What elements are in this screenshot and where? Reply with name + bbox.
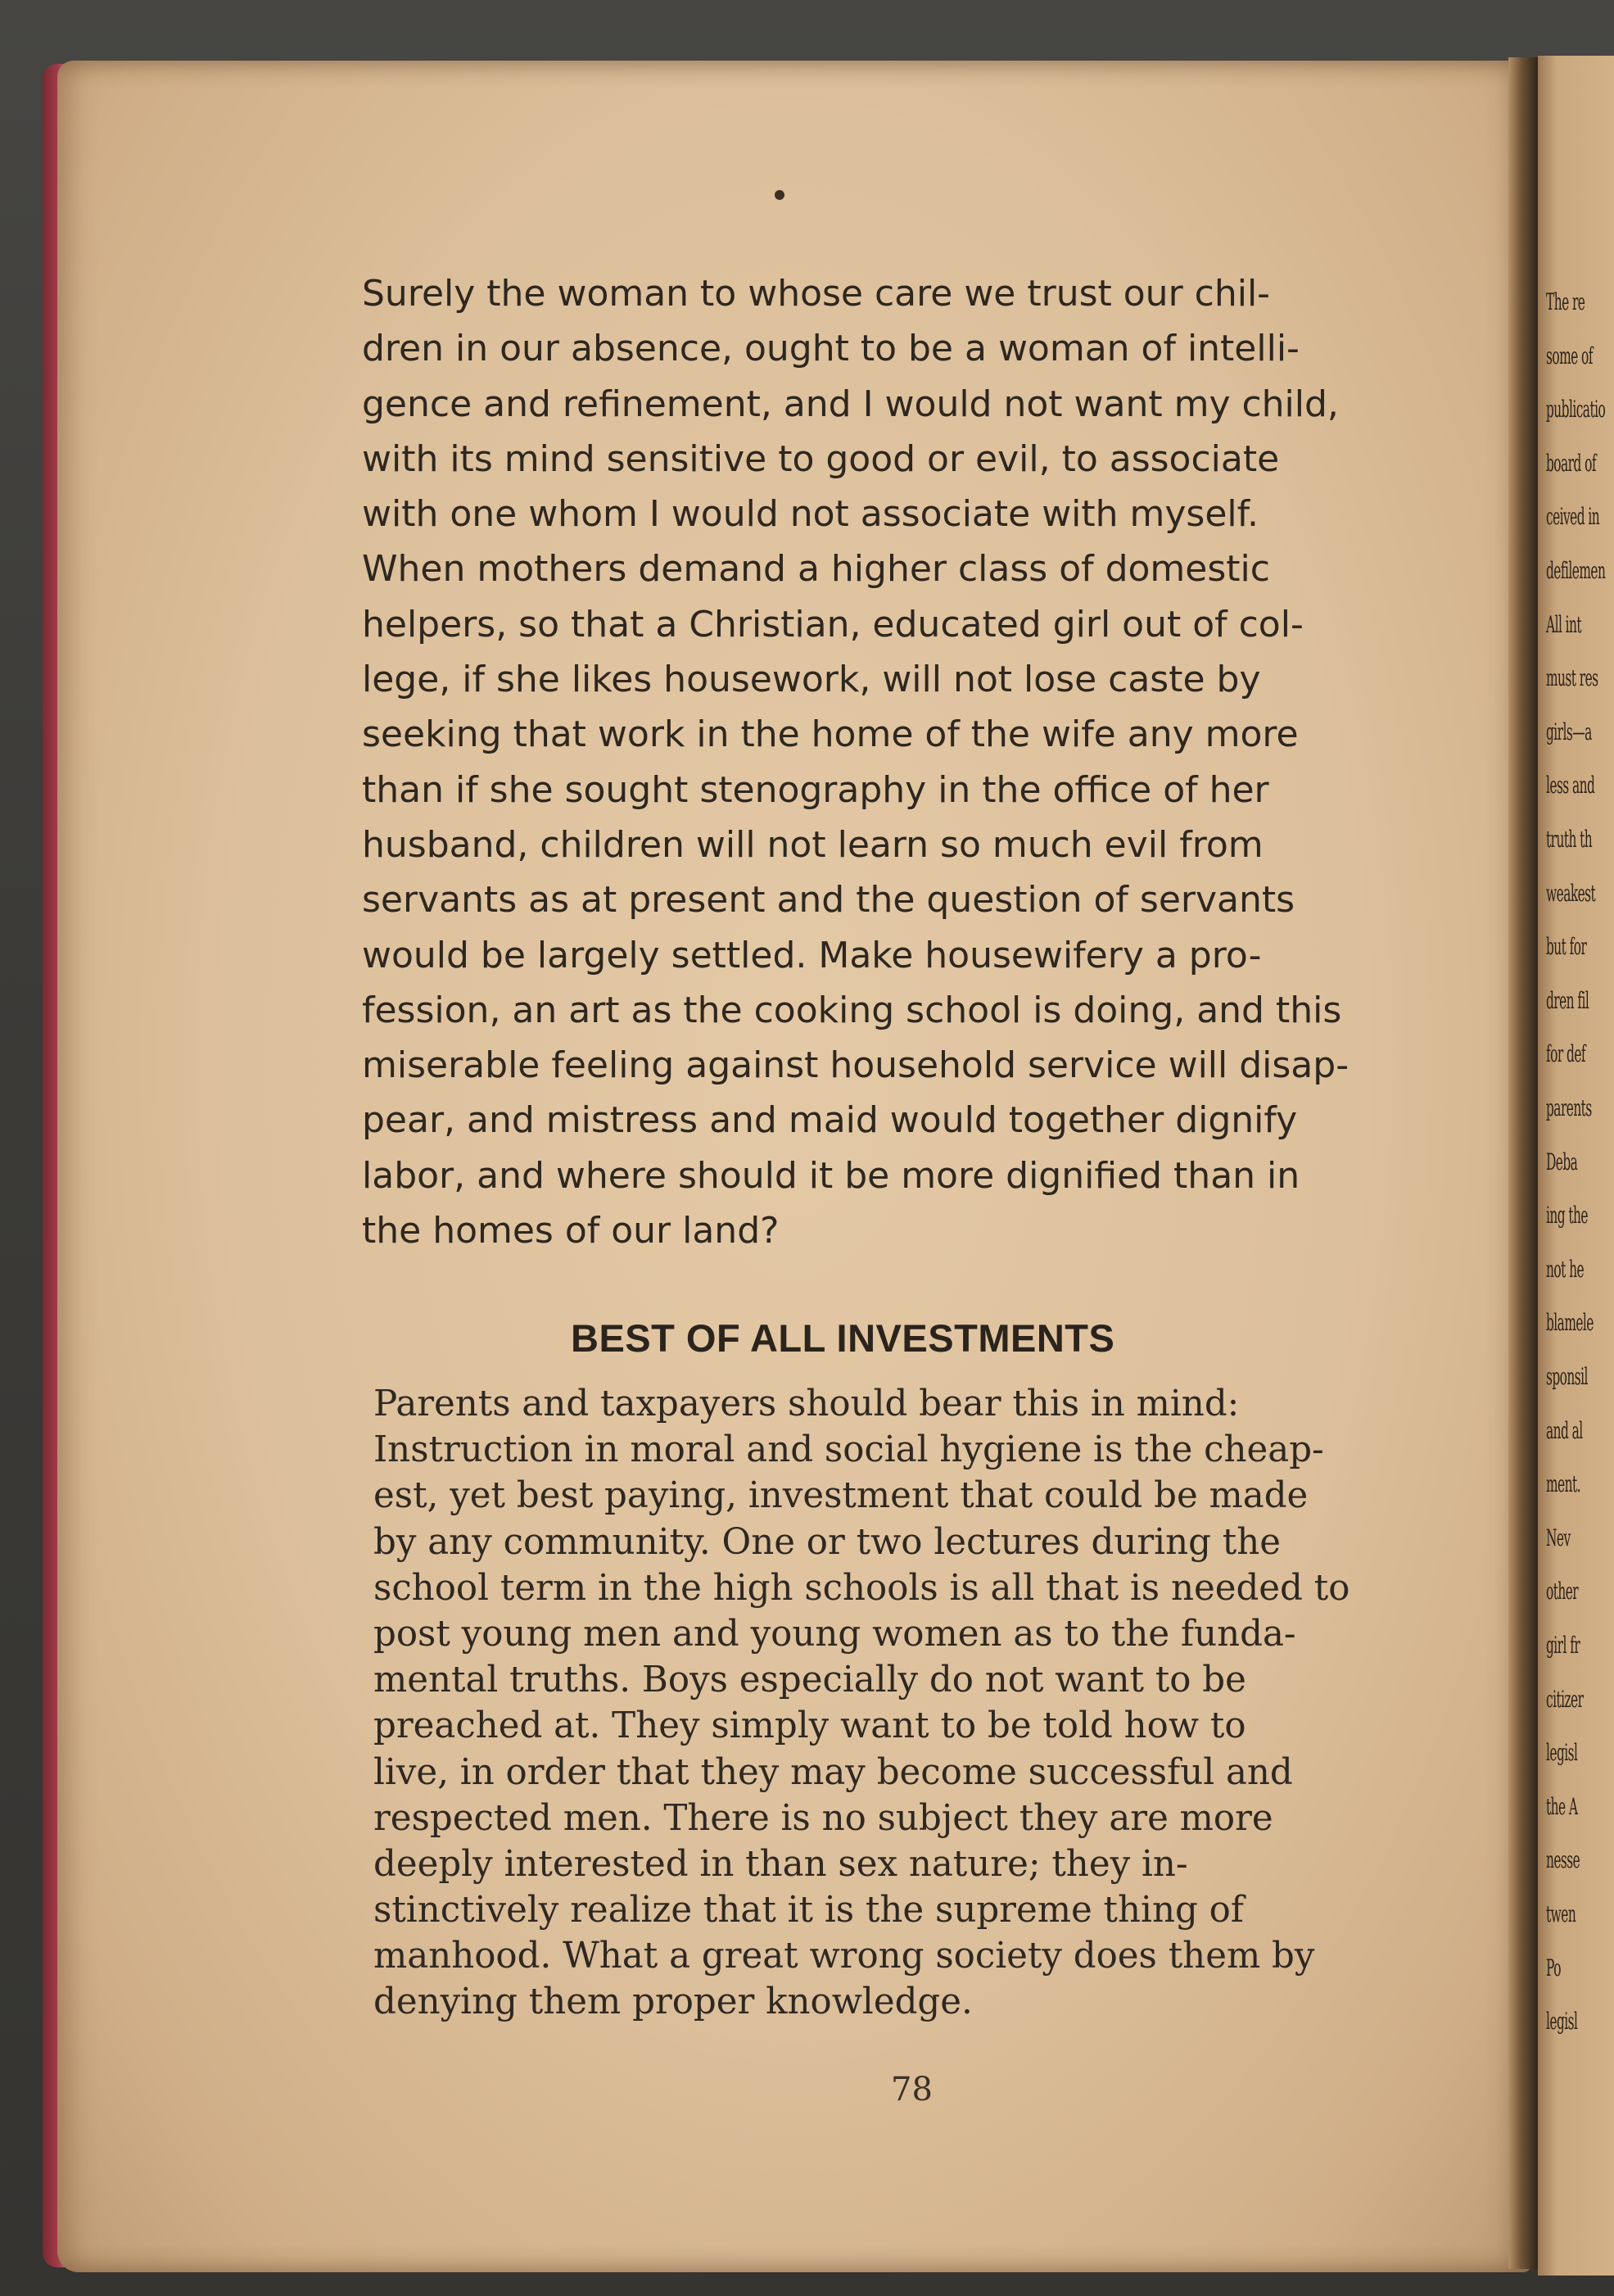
text-line: deeply interested in than sex nature; they in- xyxy=(373,1843,1188,1885)
facing-page-line: ing the xyxy=(1546,1202,1588,1230)
facing-page-line: citizer xyxy=(1546,1685,1584,1713)
facing-page-line: less and xyxy=(1546,772,1595,799)
text-line: fession, an art as the cooking school is doing, and this xyxy=(362,989,1342,1031)
facing-page-line: nesse xyxy=(1546,1846,1580,1874)
facing-page-line: Nev xyxy=(1546,1524,1571,1551)
text-line: post young men and young women as to the funda- xyxy=(373,1613,1296,1655)
facing-page-line: legisl xyxy=(1546,2008,1578,2036)
text-line: the homes of our land? xyxy=(362,1210,780,1252)
facing-page-line: blamele xyxy=(1546,1309,1594,1337)
facing-page-line: dren fil xyxy=(1546,986,1589,1014)
facing-page-line: defilemen xyxy=(1546,557,1606,584)
facing-page-line: The re xyxy=(1546,288,1585,315)
facing-page-line: other xyxy=(1546,1578,1579,1605)
page-number: 78 xyxy=(891,2071,933,2108)
facing-page-line: but for xyxy=(1546,933,1587,961)
text-line: husband, children will not learn so much evil from xyxy=(362,823,1264,866)
section-heading: BEST OF ALL INVESTMENTS xyxy=(571,1316,1115,1360)
facing-page-line: sponsil xyxy=(1546,1363,1588,1390)
paragraph-1 xyxy=(362,266,1349,1258)
text-line: When mothers demand a higher class of domestic xyxy=(362,548,1270,591)
facing-page-line: girls—a xyxy=(1546,718,1592,745)
ornament-dot xyxy=(775,190,784,200)
text-line: mental truths. Boys especially do not want to be xyxy=(373,1660,1246,1701)
text-line: seeking that work in the home of the wife any more xyxy=(362,713,1299,756)
facing-page-line: publicatio xyxy=(1546,396,1606,423)
facing-page-line: board of xyxy=(1546,449,1596,477)
facing-page-line: All int xyxy=(1546,610,1582,638)
book-gutter xyxy=(1508,57,1538,2269)
facing-page-line: must res xyxy=(1546,664,1598,692)
text-line: Instruction in moral and social hygiene is the cheap- xyxy=(373,1429,1324,1471)
text-line: manhood. What a great wrong society does them by xyxy=(373,1936,1315,1977)
text-line: Surely the woman to whose care we trust our chil- xyxy=(362,273,1271,315)
facing-page-line: and al xyxy=(1546,1416,1583,1444)
facing-page-line: some of xyxy=(1546,342,1593,369)
text-line: est, yet best paying, investment that could be made xyxy=(373,1475,1309,1517)
facing-page-line: weakest xyxy=(1546,879,1596,907)
facing-page-line: ment. xyxy=(1546,1470,1580,1498)
facing-page-line: twen xyxy=(1546,1900,1576,1927)
text-line: lege, if she likes housework, will not lose caste by xyxy=(362,659,1261,701)
text-line: denying them proper knowledge. xyxy=(373,1981,973,2023)
facing-page-line: girl fr xyxy=(1546,1632,1580,1659)
facing-page-line: the A xyxy=(1546,1792,1578,1820)
text-line: miserable feeling against household service will disap- xyxy=(362,1044,1350,1087)
text-line: dren in our absence, ought to be a woman of intelli- xyxy=(362,328,1300,370)
facing-page-line: for def xyxy=(1546,1040,1586,1068)
facing-page-line: Deba xyxy=(1546,1148,1578,1175)
facing-page-line: not he xyxy=(1546,1255,1585,1283)
facing-page-line: legisl xyxy=(1546,1739,1578,1767)
facing-page-line: parents xyxy=(1546,1094,1592,1121)
text-line: with its mind sensitive to good or evil, to associate xyxy=(362,437,1280,480)
text-line: pear, and mistress and maid would together dignify xyxy=(362,1099,1298,1142)
facing-page-line: ceived in xyxy=(1546,503,1600,531)
text-line: Parents and taxpayers should bear this in mind: xyxy=(373,1383,1240,1424)
text-line: by any community. One or two lectures during the xyxy=(373,1521,1282,1563)
text-line: labor, and where should it be more dignified than in xyxy=(362,1154,1300,1197)
text-line: helpers, so that a Christian, educated girl out of col- xyxy=(362,603,1304,645)
text-line: preached at. They simply want to be told how to xyxy=(373,1705,1246,1747)
text-line: school term in the high schools is all that is needed to xyxy=(373,1567,1350,1609)
text-line: would be largely settled. Make housewifery a pro- xyxy=(362,934,1262,976)
text-line: gence and refinement, and I would not want my child, xyxy=(362,383,1339,425)
text-line: respected men. There is no subject they are more xyxy=(373,1797,1273,1839)
facing-page-line: Po xyxy=(1546,1954,1561,1981)
text-line: live, in order that they may become successful and xyxy=(373,1751,1293,1793)
text-line: than if she sought stenography in the office of her xyxy=(362,768,1269,811)
facing-page-line: truth th xyxy=(1546,826,1593,853)
text-line: servants as at present and the question of servants xyxy=(362,879,1295,922)
paragraph-2 xyxy=(373,1381,1350,2026)
text-line: with one whom I would not associate with myself. xyxy=(362,493,1259,536)
text-line: stinctively realize that it is the supreme thing of xyxy=(373,1890,1244,1931)
